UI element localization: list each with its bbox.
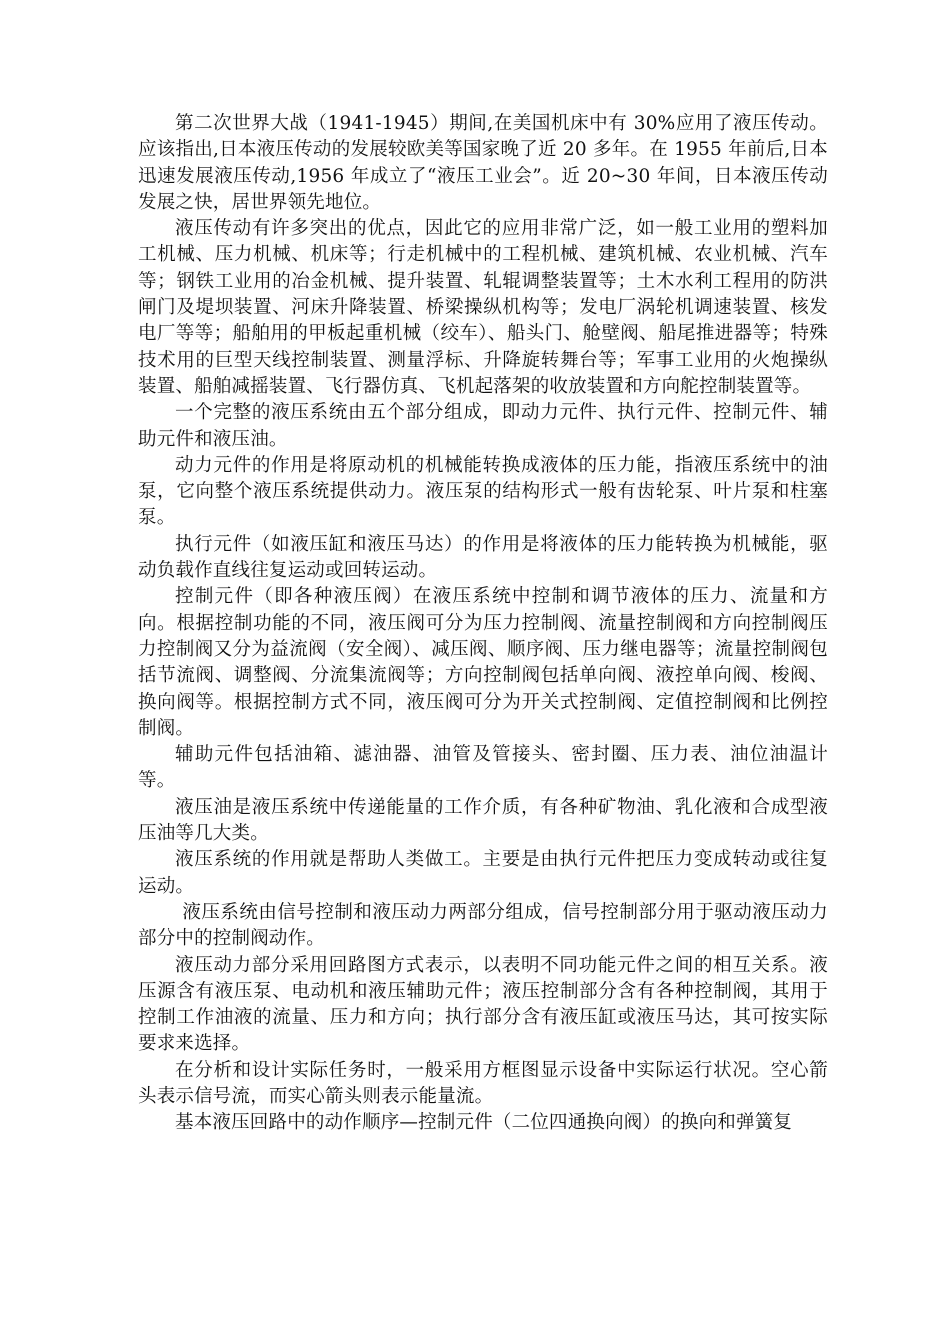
paragraph-system-components: 一个完整的液压系统由五个部分组成，即动力元件、执行元件、控制元件、辅助元件和液压油。 xyxy=(138,402,828,450)
paragraph-hydraulic-oil: 液压油是液压系统中传递能量的工作介质，有各种矿物油、乳化液和合成型液压油等几大类。 xyxy=(138,796,828,845)
paragraph-applications: 液压传动有许多突出的优点，因此它的应用非常广泛，如一般工业用的塑料加工机械、压力机械、机床等；行走机械中的工程机械、建筑机械、农业机械、汽车等；钢铁工业用的冶金机械、提升装置、轧辊调整装置等；土木水利工程用的防洪闸门及堤坝装置、河床升降装置、桥梁操纵机构等；发电厂涡轮机调速装置、核发电厂等等；船舶用的甲板起重机械（绞车）、船头门、舱壁阀、船尾推进器等；特殊技术用的巨型天线控制装置、测量浮标、升降旋转舞台等；军事工业用的火炮操纵装置、船舶减摇装置、飞行器仿真、飞机起落架的收放装置和方向舵控制装置等。 xyxy=(138,218,828,397)
document-body xyxy=(138,111,828,1137)
paragraph-action-sequence: 基本液压回路中的动作顺序—控制元件（二位四通换向阀）的换向和弹簧复 xyxy=(175,1112,793,1134)
paragraph-block-diagram: 在分析和设计实际任务时，一般采用方框图显示设备中实际运行状况。空心箭头表示信号流，而实心箭头则表示能量流。 xyxy=(138,1059,828,1107)
paragraph-system-purpose: 液压系统的作用就是帮助人类做工。主要是由执行元件把压力变成转动或往复运动。 xyxy=(138,849,828,897)
paragraph-auxiliary-element: 辅助元件包括油箱、滤油器、油管及管接头、密封圈、压力表、油位油温计等。 xyxy=(138,744,828,792)
paragraph-control-element: 控制元件（即各种液压阀）在液压系统中控制和调节液体的压力、流量和方向。根据控制功能的不同，液压阀可分为压力控制阀、流量控制阀和方向控制阀压力控制阀又分为益流阀（安全阀）、减压阀、顺序阀、压力继电器等；流量控制阀包括节流阀、调整阀、分流集流阀等；方向控制阀包括单向阀、液控单向阀、梭阀、换向阀等。根据控制方式不同，液压阀可分为开关式控制阀、定值控制阀和比例控制阀。 xyxy=(138,586,828,739)
paragraph-circuit-diagram: 液压动力部分采用回路图方式表示，以表明不同功能元件之间的相互关系。液压源含有液压泵、电动机和液压辅助元件；液压控制部分含有各种控制阀，其用于控制工作油液的流量、压力和方向；执行部分含有液压缸或液压马达，其可按实际要求来选择。 xyxy=(138,954,828,1055)
paragraph-actuator-element: 执行元件（如液压缸和液压马达）的作用是将液体的压力能转换为机械能，驱动负载作直线往复运动或回转运动。 xyxy=(138,533,828,582)
paragraph-signal-and-power: 液压系统由信号控制和液压动力两部分组成，信号控制部分用于驱动液压动力部分中的控制阀动作。 xyxy=(138,901,828,950)
paragraph-wwii-history: 第二次世界大战（1941-1945）期间,在美国机床中有 30%应用了液压传动。应该指出,日本液压传动的发展较欧美等国家晚了近 20 多年。在 1955 年前后,日本迅速发展液压传动,1956 年成立了“液压工业会”。近 20~30 年间，日本液压传动发展之快，居世界领先地位。 xyxy=(138,113,828,213)
paragraph-power-element: 动力元件的作用是将原动机的机械能转换成液体的压力能，指液压系统中的油泵，它向整个液压系统提供动力。液压泵的结构形式一般有齿轮泵、叶片泵和柱塞泵。 xyxy=(138,454,828,529)
